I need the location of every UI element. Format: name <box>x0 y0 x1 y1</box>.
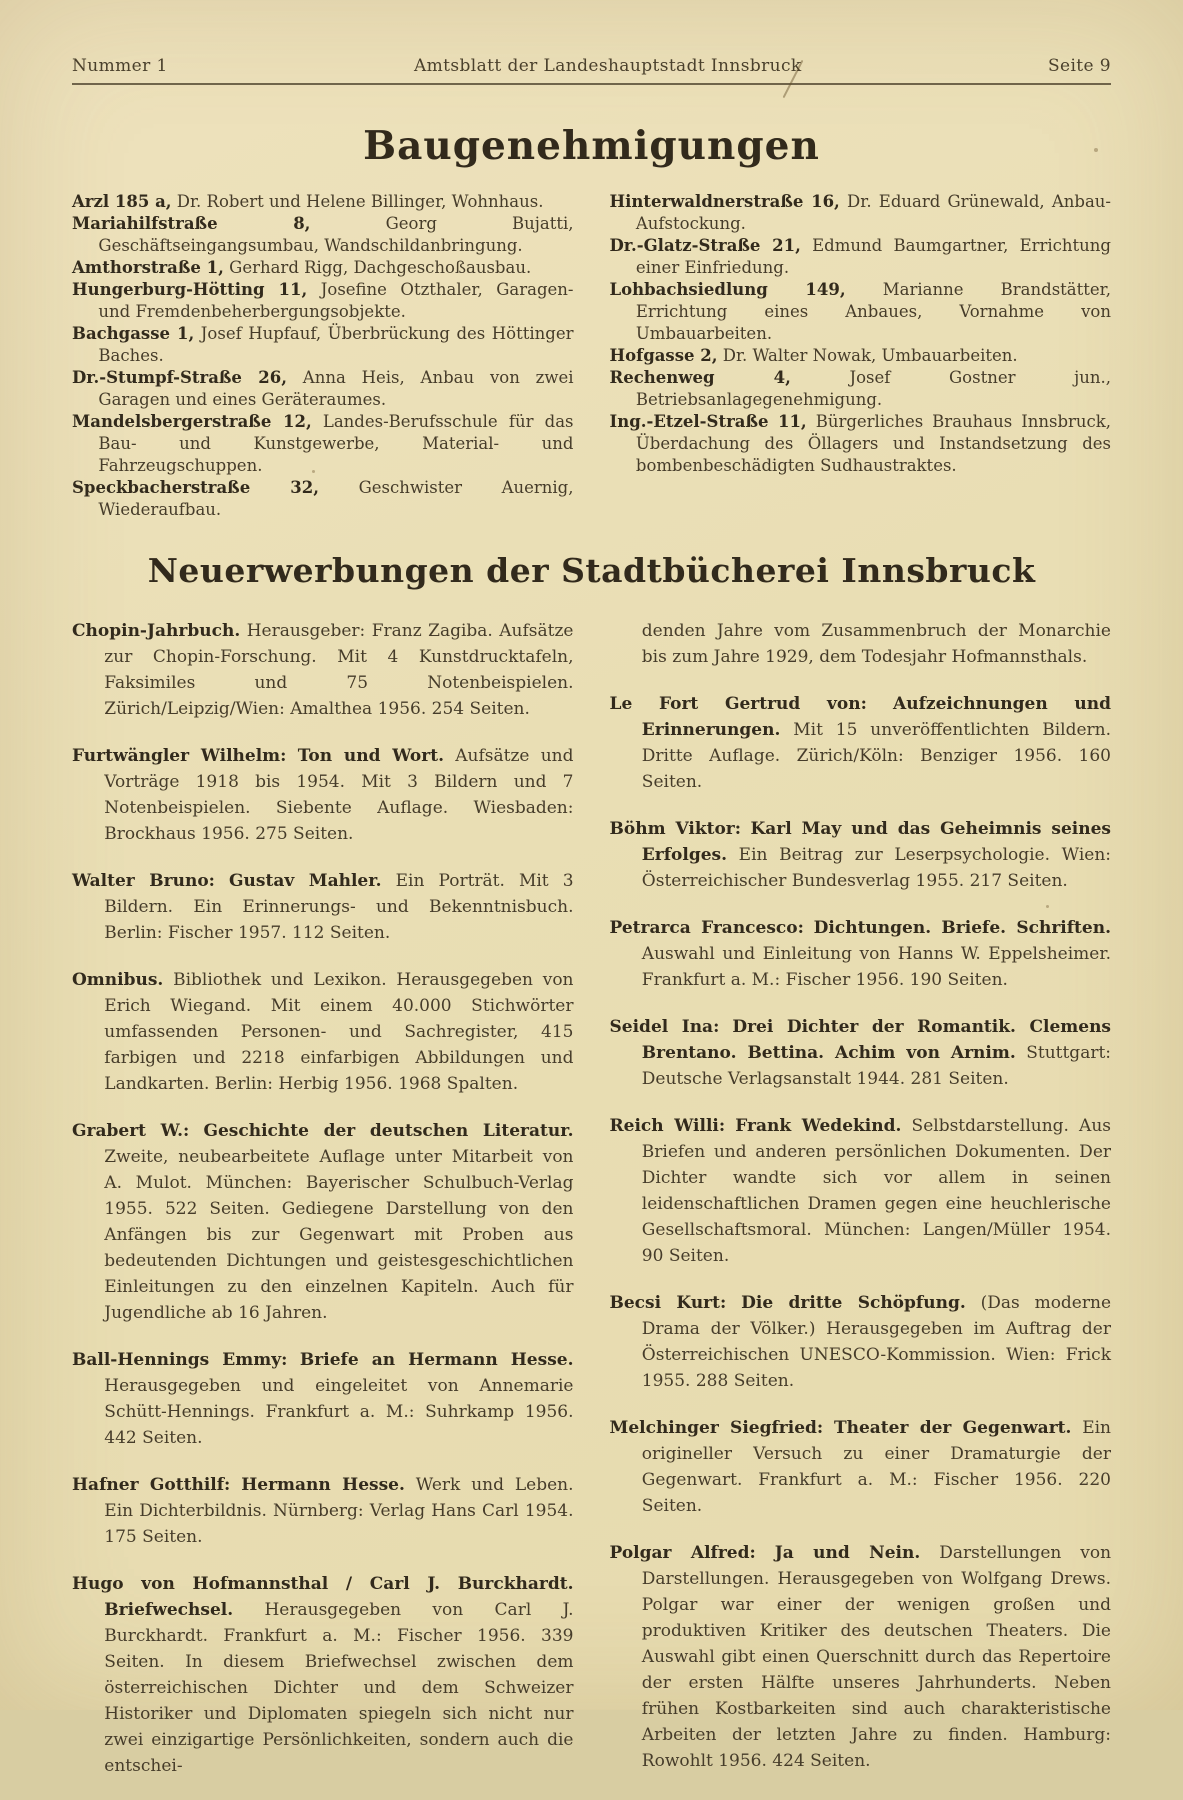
book-entry <box>72 1472 574 1550</box>
book-details: Bibliothek und Lexikon. Herausgegeben von Erich Wiegand. Mit einem 40.000 Stichwörter umfassenden Personen- und Sachregister, 415 farbigen und 2218 einfarbigen Abbildungen und Landkarten. Berlin: Herbig 1956. 1968 Spalten. <box>104 970 574 1094</box>
permit-details: Bürgerliches Brauhaus Innsbruck, Überdachung des Öllagers und Instandsetzung des bombenbeschädigten Sudhaustraktes. <box>635 412 1112 475</box>
book-title: Frank Wedekind. <box>735 1116 902 1136</box>
book-author: Seidel Ina: <box>609 1017 720 1037</box>
building-permit-entry <box>72 213 574 257</box>
book-details: denden Jahre vom Zusammenbruch der Monarchie bis zum Jahre 1929, dem Todesjahr Hofmannsthals. <box>641 621 1111 667</box>
book-entry <box>72 967 574 1097</box>
book-entry <box>72 868 574 946</box>
building-permit-entry <box>610 345 1112 367</box>
permit-address: Lohbachsiedlung 149, <box>609 280 846 299</box>
issue-number: Nummer 1 <box>72 56 168 76</box>
book-author: Hafner Gotthilf: <box>72 1475 231 1495</box>
book-details: (Das moderne Drama der Völker.) Herausgegeben im Auftrag der Österreichischen UNESCO-Kommission. Wien: Frick 1955. 288 Seiten. <box>641 1293 1112 1391</box>
book-title: Hermann Hesse. <box>241 1475 405 1495</box>
permit-details: Marianne Brandstätter, Errichtung eines Anbaues, Vornahme von Umbauarbeiten. <box>635 280 1111 343</box>
building-permit-entry <box>72 323 574 367</box>
book-details: Aufsätze und Vorträge 1918 bis 1954. Mit 3 Bildern und 7 Notenbeispielen. Siebente Auflage. Wiesbaden: Brockhaus 1956. 275 Seiten. <box>104 746 574 844</box>
page-number: Seite 9 <box>1047 56 1111 76</box>
book-entry <box>72 1571 574 1779</box>
book-details: Darstellungen von Darstellungen. Herausgegeben von Wolfgang Drews. Polgar war einer der wenigen großen und produktiven Kritiker des deutschen Theaters. Die Auswahl gibt einen Querschnitt durch das Repertoire der ersten Hälfte unseres Jahrhunderts. Neben frühen Kostbarkeiten sind auch charakteristische Arbeiten der letzten Jahre zu finden. Hamburg: Rowohlt 1956. 424 Seiten. <box>641 1543 1112 1771</box>
permit-details: Geschwister Auernig, Wiederaufbau. <box>98 478 574 519</box>
permits-columns <box>72 191 1111 521</box>
building-permit-entry <box>610 411 1112 477</box>
permit-address: Ing.-Etzel-Straße 11, <box>609 412 807 431</box>
book-entry <box>610 1014 1112 1092</box>
book-details: Herausgegeben von Carl J. Burckhardt. Frankfurt a. M.: Fischer 1956. 339 Seiten. In diesem Briefwechsel zwischen dem österreichischen Dichter und dem Schweizer Historiker und Diplomaten spiegeln sich nicht nur zwei einzigartige Persönlichkeiten, sondern auch die entschei- <box>104 1600 574 1776</box>
book-author: Grabert W.: <box>72 1121 190 1141</box>
book-details: Herausgegeben und eingeleitet von Annemarie Schütt-Hennings. Frankfurt a. M.: Suhrkamp 1956. 442 Seiten. <box>104 1376 574 1448</box>
book-entry <box>72 743 574 847</box>
book-entry <box>610 691 1112 795</box>
permit-address: Hungerburg-Hötting 11, <box>72 280 308 299</box>
masthead <box>72 56 1111 76</box>
book-author: Böhm Viktor: <box>609 819 742 839</box>
building-permit-entry <box>72 191 574 213</box>
permits-section-title: Baugenehmigungen <box>363 123 820 169</box>
book-entry <box>610 1113 1112 1269</box>
permit-address: Speckbacherstraße 32, <box>72 478 319 497</box>
book-title: Omnibus. <box>72 970 164 990</box>
permit-details: Dr. Eduard Grünewald, Anbau-Aufstockung. <box>635 192 1111 233</box>
library-section-title: Neuerwerbungen der Stadtbücherei Innsbruck <box>147 551 1036 590</box>
permit-details: Landes-Berufsschule für das Bau- und Kunstgewerbe, Material- und Fahrzeugschuppen. <box>98 412 574 475</box>
permit-address: Arzl 185 a, <box>72 192 172 211</box>
masthead-title: Amtsblatt der Landeshauptstadt Innsbruck <box>413 56 802 76</box>
book-title: Die dritte Schöpfung. <box>741 1293 966 1313</box>
paper-speck <box>170 1586 173 1589</box>
permit-address: Mariahilfstraße 8, <box>72 214 311 233</box>
book-details: Herausgeber: Franz Zagiba. Aufsätze zur Chopin-Forschung. Mit 4 Kunstdrucktafeln, Faksimiles und 75 Notenbeispielen. Zürich/Leipzig/Wien: Amalthea 1956. 254 Seiten. <box>104 621 574 719</box>
book-title: Dichtungen. Briefe. Schriften. <box>813 918 1112 938</box>
book-title: Ja und Nein. <box>774 1543 921 1563</box>
book-title: Chopin-Jahrbuch. <box>72 621 241 641</box>
building-permit-entry <box>72 279 574 323</box>
book-entry <box>610 1290 1112 1394</box>
book-entry <box>610 1540 1112 1774</box>
book-author: Le Fort Gertrud von: <box>609 694 867 714</box>
book-details: Ein Porträt. Mit 3 Bildern. Ein Erinnerungs- und Bekenntnisbuch. Berlin: Fischer 1957. 112 Seiten. <box>104 871 574 943</box>
building-permit-entry <box>72 367 574 411</box>
book-details: Werk und Leben. Ein Dichterbildnis. Nürnberg: Verlag Hans Carl 1954. 175 Seiten. <box>104 1475 574 1547</box>
book-author: Polgar Alfred: <box>609 1543 756 1563</box>
book-author: Ball-Hennings Emmy: <box>72 1350 288 1370</box>
permits-column-left <box>72 191 574 521</box>
building-permit-entry <box>610 235 1112 279</box>
book-entry <box>610 915 1112 993</box>
library-column-left <box>72 618 574 1800</box>
paper-speck <box>1094 148 1098 152</box>
book-details: Ein origineller Versuch zu einer Dramaturgie der Gegenwart. Frankfurt a. M.: Fischer 1956. 220 Seiten. <box>641 1418 1111 1516</box>
book-author: Petrarca Francesco: <box>609 918 804 938</box>
book-entry <box>610 816 1112 894</box>
paper-speck <box>566 1232 570 1235</box>
permit-details: Edmund Baumgartner, Errichtung einer Einfriedung. <box>635 236 1111 277</box>
permit-details: Josef Gostner jun., Betriebsanlagegenehmigung. <box>635 368 1111 409</box>
book-entry <box>610 1415 1112 1519</box>
book-title: Briefe an Hermann Hesse. <box>299 1350 574 1370</box>
permit-address: Rechenweg 4, <box>609 368 791 387</box>
permits-column-right <box>610 191 1112 521</box>
book-title: Hugo von Hofmannsthal / Carl J. Burckhardt. Briefwechsel. <box>72 1574 574 1620</box>
permit-details: Anna Heis, Anbau von zwei Garagen und eines Geräteraumes. <box>98 368 574 409</box>
permit-details: Gerhard Rigg, Dachgeschoßausbau. <box>229 258 532 277</box>
building-permit-entry <box>610 191 1112 235</box>
permit-address: Mandelsbergerstraße 12, <box>72 412 312 431</box>
building-permit-entry <box>610 367 1112 411</box>
book-author: Melchinger Siegfried: <box>609 1418 824 1438</box>
book-author: Becsi Kurt: <box>609 1293 727 1313</box>
library-column-right <box>610 618 1112 1800</box>
permit-details: Georg Bujatti, Geschäftseingangsumbau, Wandschildanbringung. <box>98 214 574 255</box>
book-title: Karl May und das Geheimnis seines Erfolges. <box>641 819 1111 865</box>
paper-speck <box>1046 905 1049 908</box>
permit-details: Dr. Walter Nowak, Umbauarbeiten. <box>722 346 1018 365</box>
permit-address: Bachgasse 1, <box>72 324 195 343</box>
permit-address: Hinterwaldnerstraße 16, <box>609 192 840 211</box>
book-entry <box>72 1118 574 1326</box>
permit-address: Amthorstraße 1, <box>72 258 224 277</box>
book-author: Walter Bruno: <box>72 871 215 891</box>
building-permit-entry <box>610 279 1112 345</box>
book-details: Mit 15 unveröffentlichten Bildern. Dritte Auflage. Zürich/Köln: Benziger 1956. 160 Seiten. <box>641 720 1111 792</box>
book-entry <box>72 1347 574 1451</box>
building-permit-entry <box>72 411 574 477</box>
book-author: Furtwängler Wilhelm: <box>72 746 287 766</box>
building-permit-entry <box>72 477 574 521</box>
book-details: Auswahl und Einleitung von Hanns W. Eppelsheimer. Frankfurt a. M.: Fischer 1956. 190 Seiten. <box>641 944 1111 990</box>
book-details: Selbstdarstellung. Aus Briefen und anderen persönlichen Dokumenten. Der Dichter wandte sich vor allem in seinen leidenschaftlichen Dramen gegen eine heuchlerische Gesellschaftsmoral. München: Langen/Müller 1954. 90 Seiten. <box>641 1116 1112 1266</box>
book-title: Drei Dichter der Romantik. Clemens Brentano. Bettina. Achim von Arnim. <box>641 1017 1112 1063</box>
permit-details: Josefine Otzthaler, Garagen- und Fremdenbeherbergungsobjekte. <box>98 280 574 321</box>
permit-details: Dr. Robert und Helene Billinger, Wohnhaus. <box>176 192 544 211</box>
permit-details: Josef Hupfauf, Überbrückung des Höttinger Baches. <box>98 324 574 365</box>
book-details: Zweite, neubearbeitete Auflage unter Mitarbeit von A. Mulot. München: Bayerischer Schulbuch-Verlag 1955. 522 Seiten. Gediegene Darstellung von den Anfängen bis zur Gegenwart mit Proben aus bedeutenden Dichtungen und geistesgeschichtlichen Einleitungen zu den einzelnen Kapiteln. Auch für Jugendliche ab 16 Jahren. <box>104 1147 574 1323</box>
book-details: Ein Beitrag zur Leserpsychologie. Wien: Österreichischer Bundesverlag 1955. 217 Seiten. <box>641 845 1112 891</box>
paper-speck <box>312 470 315 473</box>
book-title: Theater der Gegenwart. <box>833 1418 1072 1438</box>
book-author: Reich Willi: <box>609 1116 726 1136</box>
permit-address: Dr.-Glatz-Straße 21, <box>609 236 801 255</box>
building-permit-entry <box>72 257 574 279</box>
header-rule <box>72 83 1111 85</box>
book-title: Gustav Mahler. <box>229 871 382 891</box>
library-columns <box>72 618 1111 1800</box>
permit-address: Hofgasse 2, <box>609 346 718 365</box>
book-title: Ton und Wort. <box>297 746 444 766</box>
permit-address: Dr.-Stumpf-Straße 26, <box>72 368 287 387</box>
book-title: Geschichte der deutschen Literatur. <box>203 1121 574 1141</box>
book-entry <box>72 618 574 722</box>
book-title: Aufzeichnungen und Erinnerungen. <box>641 694 1111 740</box>
book-entry <box>610 618 1112 670</box>
book-details: Stuttgart: Deutsche Verlagsanstalt 1944. 281 Seiten. <box>641 1043 1112 1089</box>
